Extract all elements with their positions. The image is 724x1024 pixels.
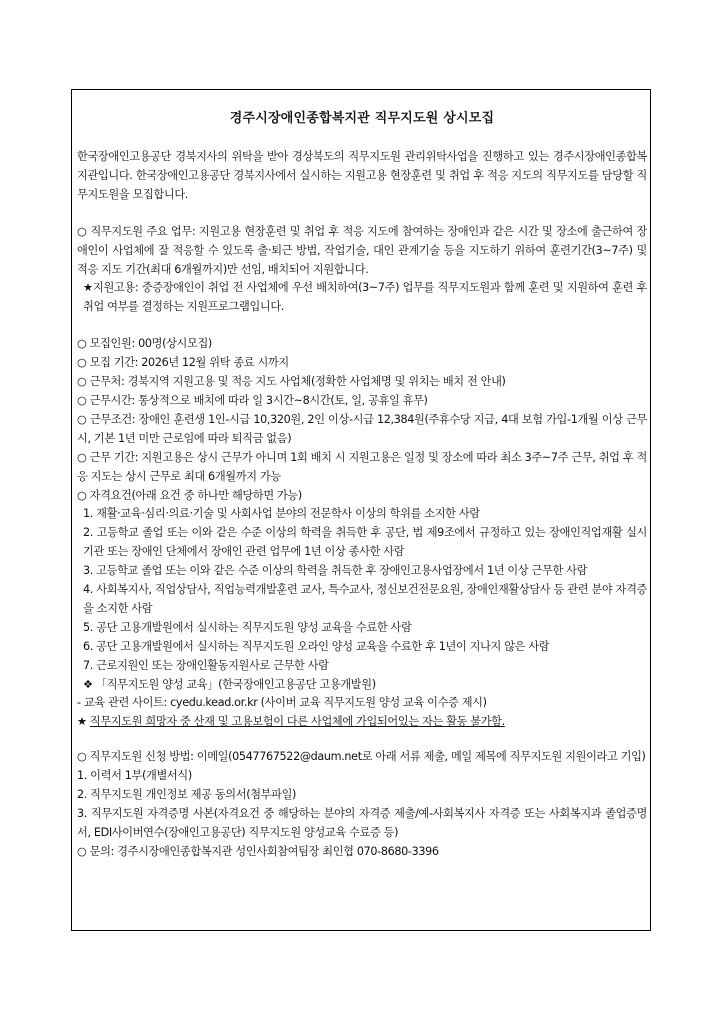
duties-paragraph: ○ 직무지도원 주요 업무: 지원고용 현장훈련 및 취업 후 적응 지도에 참여하는 장애인과 같은 시간 및 장소에 출근하여 장애인이 사업체에 잘 적응할 수 있도록 출·퇴근 방법, 작업기술, 대인 관계기술 등을 지도하기 위하여 훈련기간(3~7주) 및 적응 지도 기간(최대 6개월까지)만 선임, 배치되어 지원합니다. bbox=[77, 224, 647, 276]
document-item: 3. 직무지도원 자격증명 사본(자격요건 중 해당하는 분야의 자격증 제출/예-사회복지사 자격증 또는 사회복지과 졸업증명서, EDI사이버연수(장애인고용공단) 직무지도원 양성교육 수료증 등) bbox=[77, 807, 647, 839]
application-method: ○ 직무지도원 신청 방법: 이메일(0547767522@daum.net로 아래 서류 제출, 메일 제목에 직무지도원 지원이라고 기입) bbox=[77, 750, 646, 764]
qualification-item: 5. 공단 고용개발원에서 실시하는 직무지도원 양성 교육을 수료한 사람 bbox=[83, 620, 412, 634]
work-hours: ○ 근무시간: 통상적으로 배치에 따라 일 3시간~8시간(토, 일, 공휴일 휴무) bbox=[77, 393, 428, 407]
support-employment-note: ★지원고용: 중증장애인이 취업 전 사업체에 우선 배치하여(3~7주) 업무를 직무지도원과 함께 훈련 및 지원하여 훈련 후 취업 여부를 결정하는 지원프로그램입니다. bbox=[83, 281, 647, 314]
warning-text: 직무지도원 희망자 중 산재 및 고용보험이 다른 사업체에 가입되어있는 자는 활동 불가함. bbox=[89, 715, 505, 729]
recruit-count: ○ 모집인원: 00명(상시모집) bbox=[77, 337, 212, 351]
qualification-item: 2. 고등학교 졸업 또는 이와 같은 수준 이상의 학력을 취득한 후 공단, 법 제9조에서 규정하고 있는 장애인직업재활 실시 기관 또는 장애인 단체에서 장애인 관련 업무에 1년 이상 종사한 사람 bbox=[83, 526, 647, 559]
recruit-period: ○ 모집 기간: 2026년 12월 위탁 종료 시까지 bbox=[77, 356, 289, 370]
qualification-item: 7. 근로지원인 또는 장애인활동지원사로 근무한 사람 bbox=[83, 658, 329, 672]
training-site-note: - 교육 관련 사이트: cyedu.kead.or.kr (사이버 교육 직무지도원 양성 교육 이수증 제시) bbox=[77, 696, 487, 710]
work-term: ○ 근무 기간: 지원고용은 상시 근무가 아니며 1회 배치 시 지원고용은 일정 및 장소에 따라 최소 3주~7주 근무, 취업 후 적응 지도는 상시 근무로 최대 6개월까지 가능 bbox=[77, 450, 647, 483]
recruitment-notice bbox=[77, 100, 647, 862]
document-item: 1. 이력서 1부(개별서식) bbox=[77, 769, 192, 783]
qualification-item: 6. 공단 고용개발원에서 실시하는 직무지도원 오라인 양성 교육을 수료한 후 1년이 지나지 않은 사람 bbox=[83, 639, 550, 653]
training-note: ❖ 「직무지도원 양성 교육」(한국장애인고용공단 고용개발원) bbox=[83, 677, 376, 691]
qualification-item: 3. 고등학교 졸업 또는 이와 같은 수준 이상의 학력을 취득한 후 장애인고용사업장에서 1년 이상 근무한 사람 bbox=[83, 564, 588, 578]
star-icon: ★ bbox=[77, 715, 90, 729]
document-item: 2. 직무지도원 개인정보 제공 동의서(첨부파일) bbox=[77, 788, 297, 802]
page-title: 경주시장애인종합복지관 직무지도원 상시모집 bbox=[229, 111, 495, 126]
workplace: ○ 근무처: 경북지역 지원고용 및 적응 지도 사업체(정확한 사업체명 및 위치는 배치 전 안내) bbox=[77, 375, 506, 389]
qualification-item: 1. 재활·교육·심리·의료·기술 및 사회사업 분야의 전문학사 이상의 학위를 소지한 사람 bbox=[83, 507, 480, 521]
intro-paragraph: 한국장애인고용공단 경북지사의 위탁을 받아 경상북도의 직무지도원 관리위탁사업을 진행하고 있는 경주시장애인종합복지관입니다. 한국장애인고용공단 경북지사에서 실시하는 지원고용 현장훈련 및 취업 후 적응 지도의 직무지도를 담당할 직무지도원을 모집합니다. bbox=[77, 150, 647, 201]
qualification-header: ○ 자격요건(아래 요건 중 하나만 해당하면 가능) bbox=[77, 488, 302, 502]
warning-note bbox=[77, 713, 647, 732]
qualification-item: 4. 사회복지사, 직업상담사, 직업능력개발훈련 교사, 특수교사, 정신보건전문요원, 장애인재활상담사 등 관련 분야 자격증을 소지한 사람 bbox=[83, 583, 647, 615]
work-conditions: ○ 근무조건: 장애인 훈련생 1인-시급 10,320원, 2인 이상-시급 12,384원(주휴수당 지급, 4대 보험 가입-1개월 이상 근무 시, 기본 1년 미만 근로임에 따라 퇴직금 없음) bbox=[77, 412, 647, 445]
contact-info: ○ 문의: 경주시장애인종합복지관 성인사회참여팀장 최인협 070-8680-3396 bbox=[77, 844, 439, 858]
